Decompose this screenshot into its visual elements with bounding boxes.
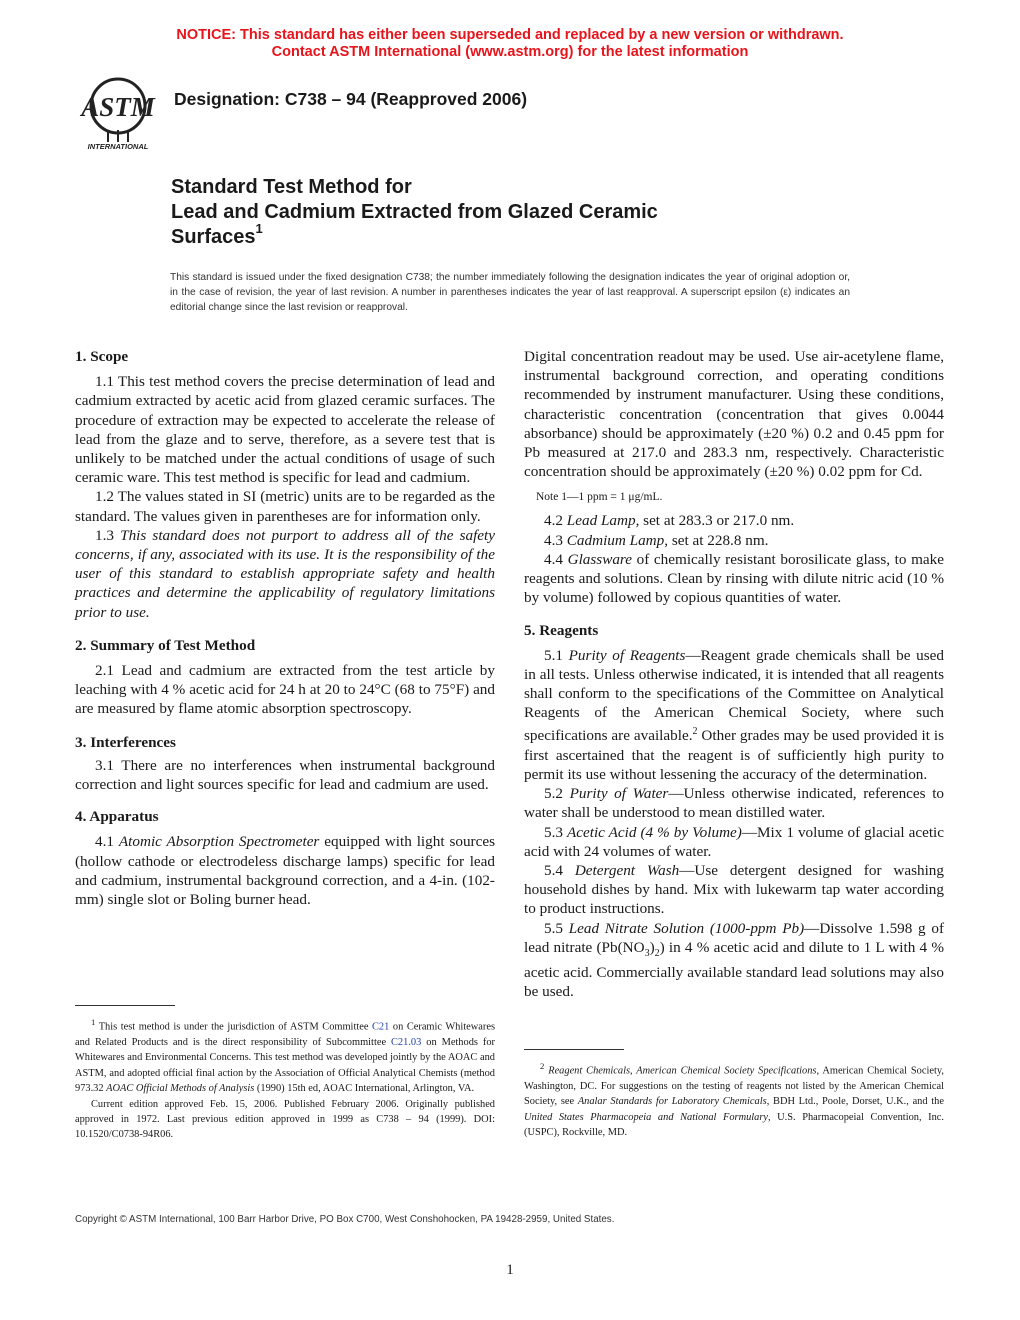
reagents-5-5-text-a: —Dissolve 1.598 g of lead nitrate (Pb(NO <box>524 919 944 956</box>
footnote-1-text-d: (1990) 15th ed, AOAC International, Arlington, VA. <box>254 1083 475 1095</box>
title-line-3 <box>171 221 658 250</box>
reagents-5-5 <box>524 919 944 1002</box>
reagents-5-2-text: —Unless otherwise indicated, references to water shall be understood to mean distilled water. <box>524 785 945 822</box>
reagents-5-1-tail: Other grades may be used provided it is first ascertained that the reagent is of sufficiently high purity to permit its use without lessening the accuracy of the determination. <box>524 727 944 783</box>
reagents-5-5-text-b: ) <box>649 938 655 956</box>
page-number: 1 <box>506 1262 514 1278</box>
apparatus-4-1 <box>75 832 495 909</box>
reagents-5-4-term: Detergent Wash <box>574 861 680 879</box>
footnote-2-mark: 2 <box>540 1061 545 1071</box>
footnote-2-body <box>524 1059 944 1141</box>
footnote-rule-left <box>75 1005 175 1006</box>
left-column <box>75 347 495 909</box>
section-heading-apparatus: 4. Apparatus <box>75 808 159 826</box>
reagents-5-3 <box>524 823 944 861</box>
apparatus-4-3-term: Cadmium Lamp <box>566 531 665 549</box>
footnote-1-italic: AOAC Official Methods of Analysis <box>106 1083 255 1095</box>
footnote-1-text-c: on Methods for Whitewares and Environmental Concerns. This test method was developed jointly by the AOAC and ASTM, and adopted official final action by the Association of Official Analytical Chemists (method 973.32 <box>75 1036 495 1095</box>
reagents-5-5-sub-1: 3 <box>644 947 650 959</box>
apparatus-4-2 <box>524 511 944 530</box>
section-heading-reagents: 5. Reagents <box>524 622 599 640</box>
apparatus-4-1-number: 4.1 <box>95 833 119 851</box>
footnote-2-text-c: , U.S. Pharmacopeial Convention, Inc. (USPC), Rockville, MD. <box>524 1111 944 1139</box>
footnote-2 <box>524 1059 944 1141</box>
reagents-5-1-text: —Reagent grade chemicals shall be used in all tests. Unless otherwise indicated, it is intended that all reagents shall conform to the specifications of the Committee on Analytical Reagents of the American Chemical Society, where such specifications are available. <box>524 646 945 745</box>
section-heading-interferences: 3. Interferences <box>75 733 176 751</box>
note-1: Note 1—1 ppm = 1 μg/mL. <box>536 491 663 504</box>
reagents-5-5-text-c: ) in 4 % acetic acid and dilute to 1 L with 4 % acetic acid. Commercially available standard lead solutions may also be used. <box>524 938 944 1001</box>
designation: Designation: C738 – 94 (Reapproved 2006) <box>174 89 528 109</box>
footnote-1-current-edition: Current edition approved Feb. 15, 2006. Published February 2006. Originally published approved in 1972. Last previous edition approved in 1999 as C738 – 94 (1999). DOI: 10.1520/C0738-94R06. <box>75 1098 495 1141</box>
footnote-1 <box>75 1015 495 1143</box>
reagents-5-2-number: 5.2 <box>544 785 570 803</box>
reagents-5-3-paren: (4 % by Volume) <box>636 823 742 841</box>
apparatus-4-1-continued: Digital concentration readout may be used. Use air-acetylene flame, instrumental background correction, and operating conditions recommended by instrument manufacturer. Using these conditions, characteristic concentration (concentration that gives 0.0044 absorbance) should be approximately (±20 %) 0.2 and 0.45 ppm for Pb measured at 217.0 and 283.3 nm, respectively. Characteristic concentration should be approximately (±20 %) 0.02 ppm for Cd. <box>524 348 944 481</box>
scope-1-3-number: 1.3 <box>95 526 121 544</box>
apparatus-4-1-text: equipped with light sources (hollow cathode or electrodeless discharge lamps) specific for lead and cadmium, instrumental background correction, and a 4-in. (102-mm) single slot or Boling burner head. <box>75 833 495 909</box>
footnote-1-text-a: This test method is under the jurisdiction of ASTM Committee <box>95 1021 372 1033</box>
scope-1-3 <box>75 526 495 622</box>
apparatus-4-4-number: 4.4 <box>544 550 568 568</box>
reagents-5-2 <box>524 784 944 822</box>
superseded-notice <box>0 27 1020 61</box>
apparatus-4-4-term: Glassware <box>567 550 633 568</box>
reagents-5-1-term: Purity of Reagents <box>568 646 686 664</box>
reagents-5-5-number: 5.5 <box>544 919 569 937</box>
apparatus-4-2-number: 4.2 <box>544 512 567 530</box>
interferences-3-1: 3.1 There are no interferences when instrumental background correction and light sources specific for lead and cadmium are used. <box>75 756 495 794</box>
apparatus-4-4-text: of chemically resistant borosilicate glass, to make reagents and solutions. Clean by rinsing with dilute nitric acid (10 % by volume) followed by copious quantities of water. <box>524 550 944 607</box>
logo-text: ASTM <box>81 92 155 122</box>
reagents-5-5-paren: (1000-ppm Pb) <box>704 919 805 937</box>
apparatus-4-3-number: 4.3 <box>544 531 567 549</box>
apparatus-4-3-text: , set at 228.8 nm. <box>664 531 769 549</box>
committee-c21-link[interactable]: C21 <box>372 1021 390 1033</box>
issued-note: This standard is issued under the fixed designation C738; the number immediately following the designation indicates the year of original adoption or, in the case of revision, the year of last revision. A number in parentheses indicates the year of last reapproval. A superscript epsilon (ε) indicates an editorial change since the last revision or reapproval. <box>170 272 850 313</box>
footnote-2-italic-1: Reagent Chemicals, American Chemical Society Specifications <box>548 1065 817 1077</box>
logo-subtext: INTERNATIONAL <box>87 142 149 151</box>
subcommittee-c21-03-link[interactable]: C21.03 <box>391 1036 422 1048</box>
title-line-3-text: Surfaces <box>171 226 256 248</box>
footnote-rule-right <box>524 1049 624 1050</box>
footnote-1-body <box>75 1015 495 1097</box>
reagents-5-2-term: Purity of Water <box>569 785 669 803</box>
footnote-2-italic-2: Analar Standards for Laboratory Chemicals <box>577 1096 767 1108</box>
reagents-5-4-text: —Use detergent designed for washing household dishes by hand. Mix with lukewarm tap water according to product instructions. <box>524 861 944 918</box>
apparatus-4-1-term: Atomic Absorption Spectrometer <box>118 833 320 851</box>
summary-2-1: 2.1 Lead and cadmium are extracted from the test article by leaching with 4 % acetic acid for 24 h at 20 to 24°C (68 to 75°F) and are measured by flame atomic absorption spectroscopy. <box>75 662 495 718</box>
notice-line-2: Contact ASTM International (www.astm.org) for the latest information <box>271 44 749 60</box>
section-heading-summary: 2. Summary of Test Method <box>75 636 256 654</box>
scope-1-2: 1.2 The values stated in SI (metric) units are to be regarded as the standard. The values given in parentheses are for information only. <box>75 488 495 525</box>
scope-1-3-text: This standard does not purport to address all of the safety concerns, if any, associated with its use. It is the responsibility of the user of this standard to establish appropriate safety and health practices and determine the applicability of regulatory limitations prior to use. <box>75 526 496 621</box>
footnote-2-text-a: , American Chemical Society, Washington, DC. For suggestions on the testing of reagents not listed by the American Chemical Society, see <box>524 1065 944 1108</box>
reagents-5-1 <box>524 646 944 784</box>
apparatus-4-4 <box>524 550 944 608</box>
section-heading-scope: 1. Scope <box>75 348 129 365</box>
reagents-5-3-text: —Mix 1 volume of glacial acetic acid with 24 volumes of water. <box>524 823 945 860</box>
title-line-2: Lead and Cadmium Extracted from Glazed Ceramic <box>171 201 658 223</box>
title-line-1: Standard Test Method for <box>171 176 412 198</box>
document-title <box>171 175 658 250</box>
title-footnote-mark[interactable]: 1 <box>255 221 263 237</box>
footnote-1-mark: 1 <box>91 1017 96 1027</box>
footnote-2-reference[interactable]: 2 <box>692 726 698 738</box>
astm-logo-graphic <box>78 72 162 152</box>
copyright-line: Copyright © ASTM International, 100 Barr Harbor Drive, PO Box C700, West Conshohocken, PA 19428-2959, United States. <box>75 1214 615 1225</box>
astm-logo-icon <box>78 72 162 152</box>
apparatus-4-3 <box>524 531 944 550</box>
footnote-2-text-b: , BDH Ltd., Poole, Dorset, U.K., and the <box>766 1096 944 1108</box>
reagents-5-3-term: Acetic Acid <box>566 823 637 841</box>
apparatus-4-2-text: , set at 283.3 or 217.0 nm. <box>635 512 795 530</box>
reagents-5-1-number: 5.1 <box>544 646 569 664</box>
reagents-5-4 <box>524 861 944 919</box>
reagents-5-4-number: 5.4 <box>544 861 575 879</box>
right-column <box>524 347 944 1001</box>
reagents-5-5-term: Lead Nitrate Solution <box>568 919 705 937</box>
footnote-2-italic-3: United States Pharmacopeia and National Formulary <box>524 1111 769 1123</box>
apparatus-4-2-term: Lead Lamp <box>566 512 636 530</box>
reagents-5-5-sub-2: 2 <box>654 947 660 959</box>
scope-1-1: 1.1 This test method covers the precise determination of lead and cadmium extracted by acetic acid from glazed ceramic surfaces. The procedure of extraction may be expected to accelerate the release of lead from the glaze and to serve, therefore, as a severe test that is unlikely to be matched under the actual conditions of usage of such ceramic ware. This test method is specific for lead and cadmium. <box>75 373 495 487</box>
footnote-1-text-b: on Ceramic Whitewares and Related Products and is the direct responsibility of Subcommittee <box>75 1021 495 1048</box>
reagents-5-3-number: 5.3 <box>544 823 567 841</box>
notice-line-1: NOTICE: This standard has either been superseded and replaced by a new version or withdrawn. <box>176 27 844 43</box>
